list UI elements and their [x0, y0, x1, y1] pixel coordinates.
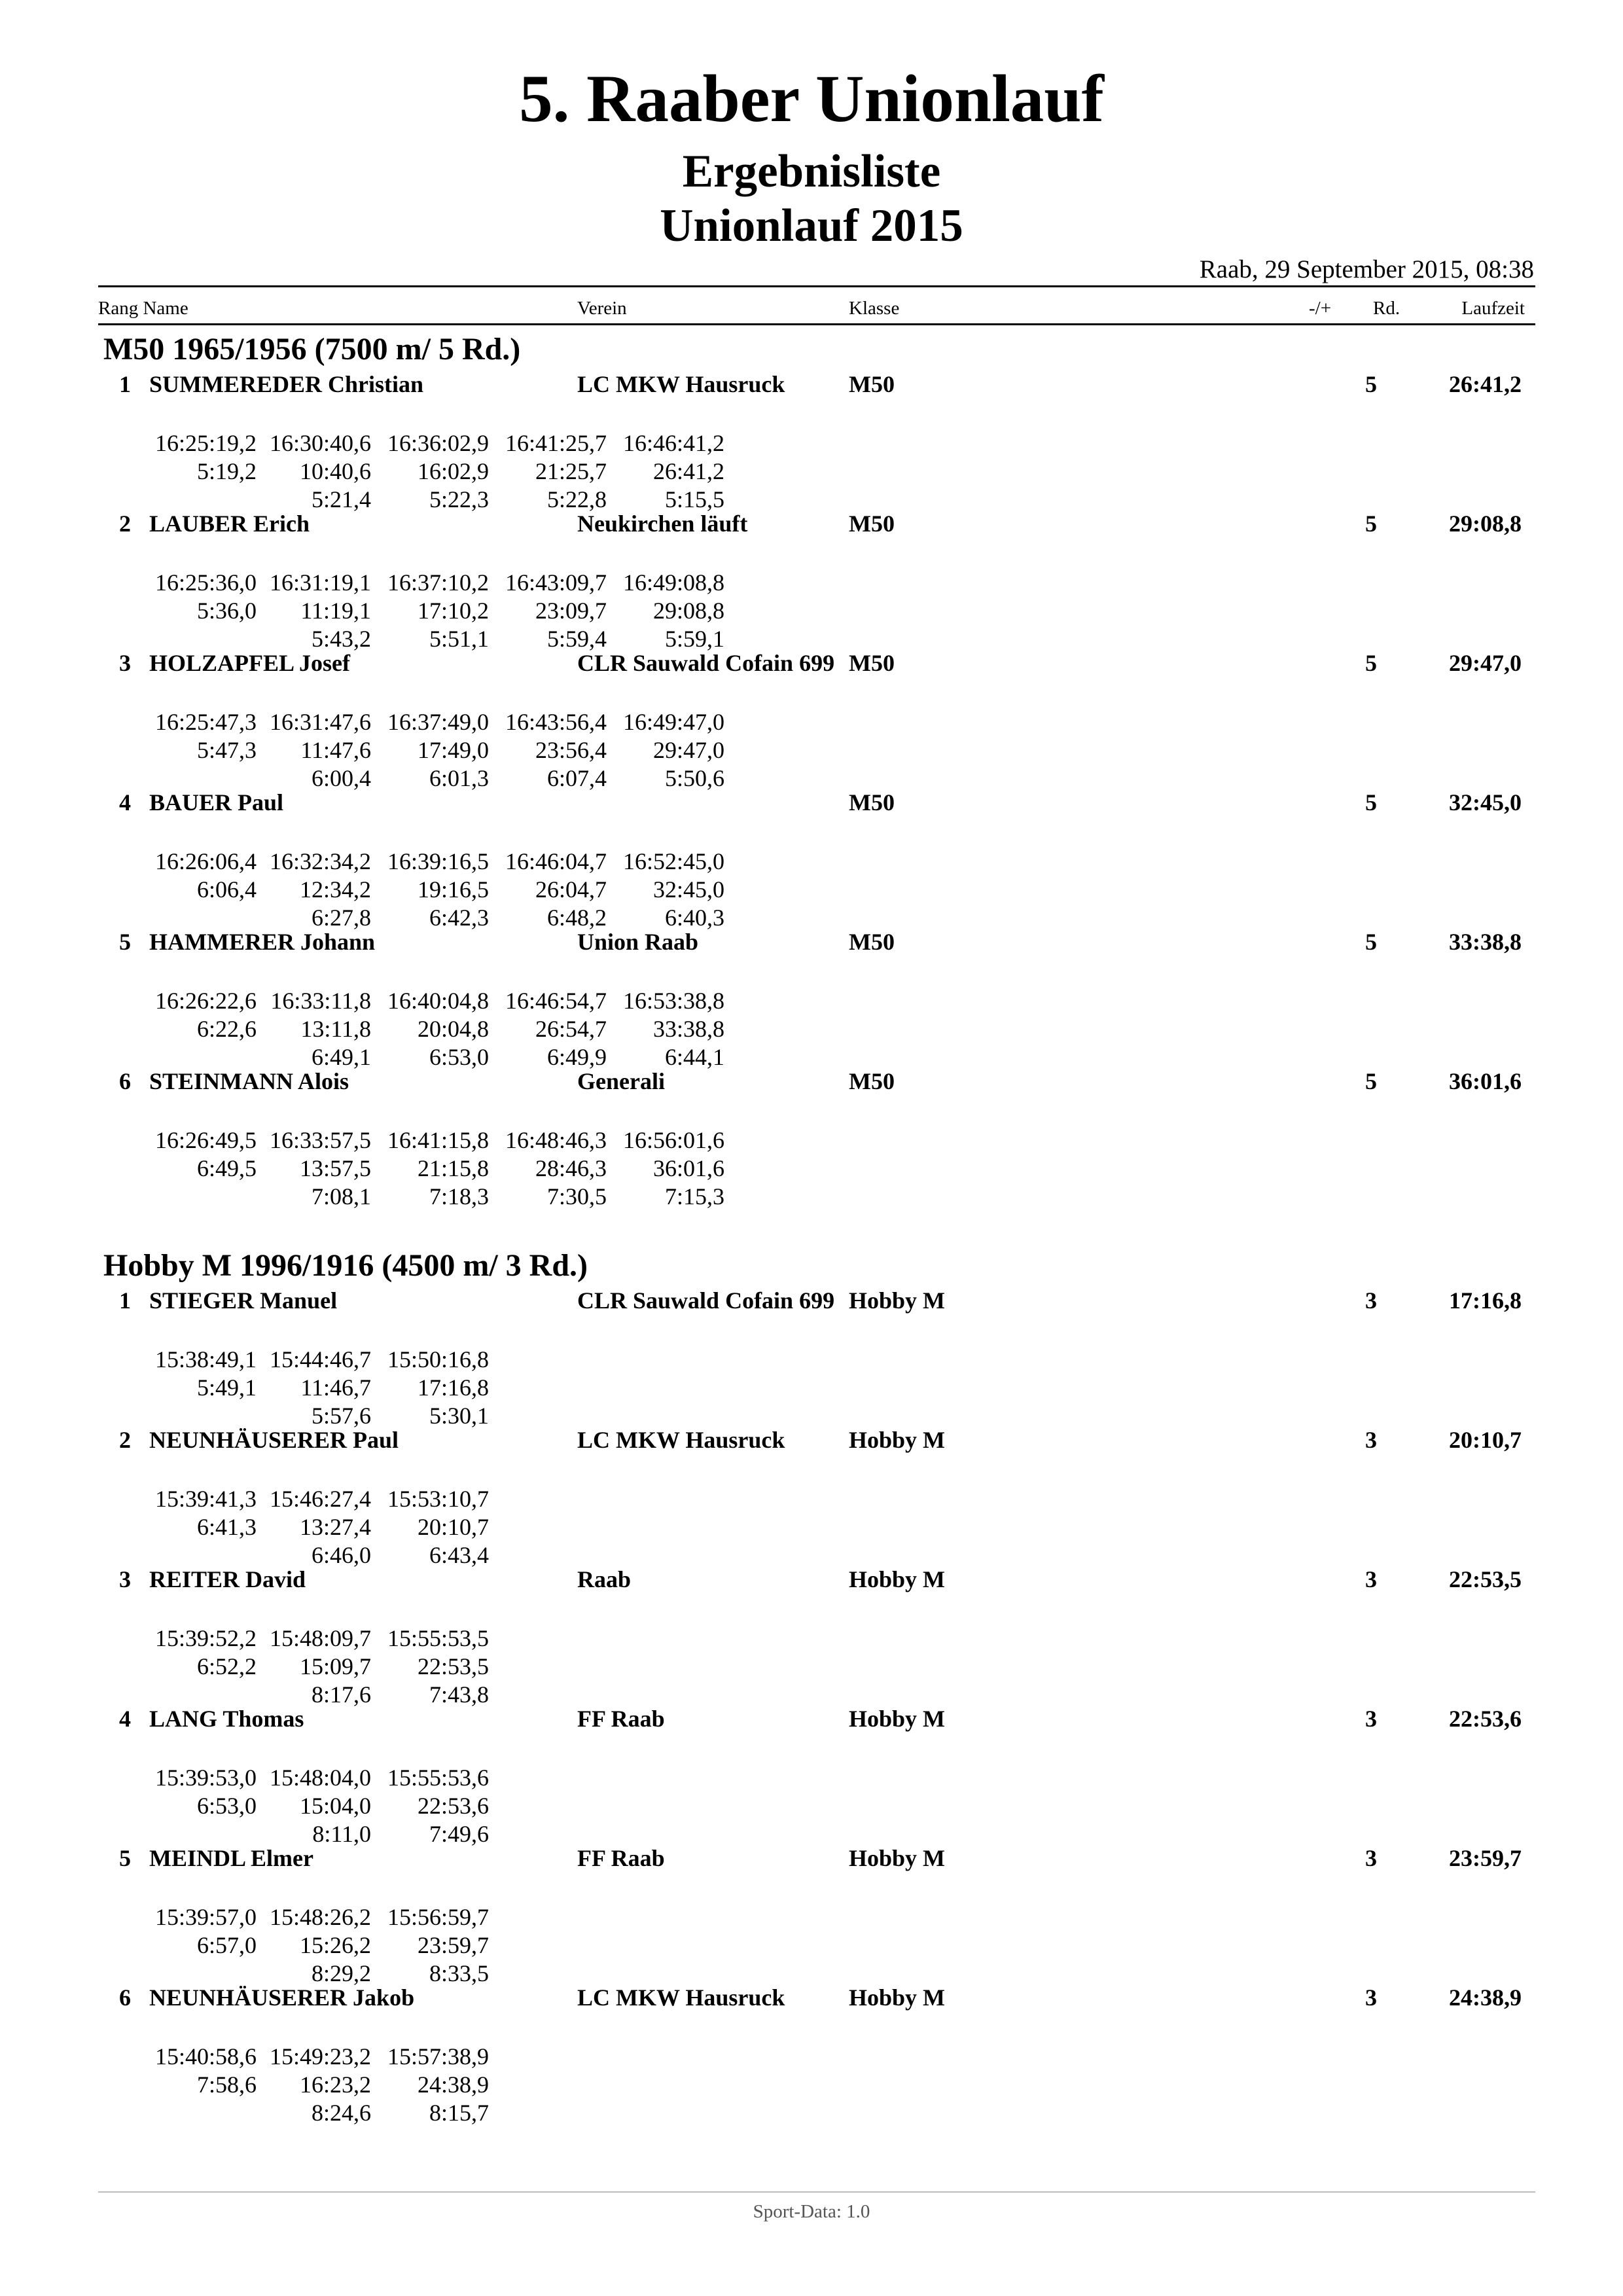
athlete-club: LC MKW Hausruck	[577, 371, 785, 397]
split-cumulative-times	[0, 1792, 1623, 1820]
split-value: 16:49:47,0	[622, 709, 724, 735]
header-bottom-rule	[98, 323, 1535, 325]
split-times	[0, 1346, 1623, 1430]
split-value: 16:25:19,2	[154, 430, 257, 456]
split-value: 5:19,2	[196, 458, 257, 484]
split-value: 16:32:34,2	[269, 848, 371, 874]
athlete-class: M50	[849, 929, 895, 955]
split-lap-times	[0, 2099, 1623, 2127]
finish-time: 29:47,0	[1449, 650, 1522, 676]
page-subtitle: Ergebnisliste	[682, 146, 941, 197]
athlete-name: LAUBER Erich	[149, 511, 310, 537]
lap-count: 3	[1365, 1706, 1377, 1732]
split-value: 7:08,1	[311, 1183, 371, 1210]
athlete-club: CLR Sauwald Cofain 699	[577, 650, 835, 676]
split-value: 15:44:46,7	[269, 1346, 371, 1372]
athlete-name: MEINDL Elmer	[149, 1845, 313, 1871]
split-value: 20:04,8	[417, 1016, 489, 1042]
split-value: 8:24,6	[311, 2100, 371, 2126]
split-value: 16:56:01,6	[622, 1127, 724, 1153]
split-value: 15:39:52,2	[154, 1625, 257, 1651]
split-clock-times	[0, 1485, 1623, 1513]
split-times	[0, 987, 1623, 1071]
split-clock-times	[0, 569, 1623, 597]
split-value: 5:21,4	[311, 486, 371, 512]
split-value: 16:48:46,3	[505, 1127, 607, 1153]
split-value: 6:41,3	[196, 1514, 257, 1540]
split-value: 16:23,2	[299, 2072, 371, 2098]
split-value: 17:16,8	[417, 1374, 489, 1401]
split-value: 8:11,0	[312, 1821, 371, 1847]
athlete-club: Neukirchen läuft	[577, 511, 748, 537]
split-value: 15:39:57,0	[154, 1904, 257, 1930]
split-value: 36:01,6	[652, 1155, 724, 1181]
split-value: 6:40,3	[664, 905, 724, 931]
split-value: 6:22,6	[196, 1016, 257, 1042]
split-value: 16:49:08,8	[622, 569, 724, 596]
split-value: 6:48,2	[546, 905, 607, 931]
date-line: Raab, 29 September 2015, 08:38	[1199, 255, 1534, 283]
split-value: 32:45,0	[652, 876, 724, 903]
athlete-name: NEUNHÄUSERER Jakob	[149, 1984, 415, 2011]
split-value: 15:26,2	[299, 1932, 371, 1958]
athlete-club: CLR Sauwald Cofain 699	[577, 1287, 835, 1314]
athlete-club: Raab	[577, 1566, 632, 1592]
athlete-name: LANG Thomas	[149, 1706, 304, 1732]
split-value: 6:27,8	[311, 905, 371, 931]
split-value: 16:46:04,7	[505, 848, 607, 874]
result-rank: 6	[119, 1068, 131, 1094]
split-value: 16:43:09,7	[505, 569, 607, 596]
result-row	[0, 649, 1623, 677]
athlete-name: HOLZAPFEL Josef	[149, 650, 351, 676]
athlete-class: M50	[849, 511, 895, 537]
split-value: 6:06,4	[196, 876, 257, 903]
split-value: 23:59,7	[417, 1932, 489, 1958]
split-value: 15:09,7	[299, 1653, 371, 1679]
split-value: 16:46:54,7	[505, 988, 607, 1014]
split-cumulative-times	[0, 736, 1623, 764]
split-value: 6:44,1	[664, 1044, 724, 1070]
split-value: 8:33,5	[429, 1960, 489, 1986]
split-clock-times	[0, 708, 1623, 736]
athlete-class: M50	[849, 650, 895, 676]
split-value: 6:49,5	[196, 1155, 257, 1181]
split-value: 5:30,1	[429, 1403, 489, 1429]
split-value: 33:38,8	[652, 1016, 724, 1042]
col-time: Laufzeit	[1461, 298, 1525, 319]
result-rank: 5	[119, 1845, 131, 1871]
split-times	[0, 848, 1623, 932]
finish-time: 20:10,7	[1449, 1427, 1522, 1453]
split-value: 16:52:45,0	[622, 848, 724, 874]
split-value: 15:40:58,6	[154, 2043, 257, 2070]
athlete-class: M50	[849, 789, 895, 816]
split-value: 16:31:47,6	[269, 709, 371, 735]
result-rank: 6	[119, 1984, 131, 2011]
finish-time: 23:59,7	[1449, 1845, 1522, 1871]
finish-time: 26:41,2	[1449, 371, 1522, 397]
result-rank: 3	[119, 1566, 131, 1592]
athlete-club: FF Raab	[577, 1706, 665, 1732]
result-rank: 1	[119, 371, 131, 397]
split-cumulative-times	[0, 2071, 1623, 2099]
lap-count: 5	[1365, 789, 1377, 816]
split-value: 29:47,0	[652, 737, 724, 763]
split-value: 6:57,0	[196, 1932, 257, 1958]
split-value: 17:49,0	[417, 737, 489, 763]
split-value: 15:56:59,7	[387, 1904, 489, 1930]
footer-text: Sport-Data: 1.0	[753, 2201, 870, 2222]
result-rank: 3	[119, 650, 131, 676]
split-value: 29:08,8	[652, 598, 724, 624]
split-value: 15:50:16,8	[387, 1346, 489, 1372]
split-value: 24:38,9	[417, 2072, 489, 2098]
result-row	[0, 509, 1623, 538]
finish-time: 33:38,8	[1449, 929, 1522, 955]
split-value: 16:25:47,3	[154, 709, 257, 735]
split-value: 6:42,3	[429, 905, 489, 931]
split-clock-times	[0, 1903, 1623, 1931]
split-value: 15:39:53,0	[154, 1765, 257, 1791]
split-value: 7:15,3	[664, 1183, 724, 1210]
split-value: 7:30,5	[546, 1183, 607, 1210]
lap-count: 3	[1365, 1984, 1377, 2011]
page-title: 5. Raaber Unionlauf	[519, 62, 1104, 136]
athlete-class: Hobby M	[849, 1566, 946, 1592]
col-class: Klasse	[849, 298, 900, 319]
split-times	[0, 708, 1623, 793]
column-header-row	[0, 294, 1623, 323]
result-row	[0, 1565, 1623, 1594]
split-value: 11:47,6	[300, 737, 371, 763]
split-cumulative-times	[0, 457, 1623, 486]
split-value: 22:53,5	[417, 1653, 489, 1679]
lap-count: 5	[1365, 650, 1377, 676]
result-row	[0, 1983, 1623, 2012]
split-value: 26:04,7	[535, 876, 607, 903]
split-value: 15:46:27,4	[269, 1486, 371, 1512]
split-value: 16:41:25,7	[505, 430, 607, 456]
split-value: 16:46:41,2	[622, 430, 724, 456]
split-cumulative-times	[0, 1155, 1623, 1183]
split-clock-times	[0, 1764, 1623, 1792]
athlete-club: Union Raab	[577, 929, 699, 955]
split-value: 16:33:11,8	[270, 988, 371, 1014]
result-row	[0, 788, 1623, 817]
split-value: 16:31:19,1	[269, 569, 371, 596]
col-laps: Rd.	[1373, 298, 1400, 319]
result-rank: 5	[119, 929, 131, 955]
result-row	[0, 1704, 1623, 1733]
split-value: 16:25:36,0	[154, 569, 257, 596]
split-value: 16:26:22,6	[154, 988, 257, 1014]
finish-time: 17:16,8	[1449, 1287, 1522, 1314]
split-cumulative-times	[0, 1653, 1623, 1681]
lap-count: 3	[1365, 1427, 1377, 1453]
finish-time: 24:38,9	[1449, 1984, 1522, 2011]
split-value: 26:41,2	[652, 458, 724, 484]
split-value: 8:29,2	[311, 1960, 371, 1986]
split-value: 16:33:57,5	[269, 1127, 371, 1153]
split-value: 23:56,4	[535, 737, 607, 763]
category-title: Hobby M 1996/1916 (4500 m/ 3 Rd.)	[103, 1248, 588, 1283]
split-value: 16:37:10,2	[387, 569, 489, 596]
result-row	[0, 1067, 1623, 1096]
split-value: 15:48:09,7	[269, 1625, 371, 1651]
split-value: 5:22,8	[546, 486, 607, 512]
athlete-class: Hobby M	[849, 1706, 946, 1732]
result-row	[0, 370, 1623, 399]
lap-count: 3	[1365, 1845, 1377, 1871]
finish-time: 32:45,0	[1449, 789, 1522, 816]
result-rank: 1	[119, 1287, 131, 1314]
split-clock-times	[0, 1126, 1623, 1155]
lap-count: 5	[1365, 1068, 1377, 1094]
split-value: 15:53:10,7	[387, 1486, 489, 1512]
split-value: 16:39:16,5	[387, 848, 489, 874]
split-value: 15:04,0	[299, 1793, 371, 1819]
result-row	[0, 1426, 1623, 1454]
split-value: 16:36:02,9	[387, 430, 489, 456]
split-times	[0, 1903, 1623, 1988]
athlete-name: SUMMEREDER Christian	[149, 371, 424, 397]
split-times	[0, 1764, 1623, 1848]
athlete-club: LC MKW Hausruck	[577, 1427, 785, 1453]
split-value: 22:53,6	[417, 1793, 489, 1819]
split-value: 21:15,8	[417, 1155, 489, 1181]
athlete-name: REITER David	[149, 1566, 306, 1592]
split-value: 15:38:49,1	[154, 1346, 257, 1372]
split-value: 5:47,3	[196, 737, 257, 763]
result-rank: 4	[119, 789, 131, 816]
split-value: 15:48:26,2	[269, 1904, 371, 1930]
split-value: 15:39:41,3	[154, 1486, 257, 1512]
split-value: 13:27,4	[299, 1514, 371, 1540]
split-value: 16:41:15,8	[387, 1127, 489, 1153]
athlete-name: HAMMERER Johann	[149, 929, 376, 955]
split-value: 8:15,7	[429, 2100, 489, 2126]
split-value: 20:10,7	[417, 1514, 489, 1540]
split-value: 26:54,7	[535, 1016, 607, 1042]
athlete-name: STEINMANN Alois	[149, 1068, 349, 1094]
lap-count: 5	[1365, 371, 1377, 397]
split-value: 11:19,1	[300, 598, 371, 624]
athlete-class: M50	[849, 1068, 895, 1094]
split-value: 5:43,2	[311, 626, 371, 652]
result-rank: 2	[119, 511, 131, 537]
split-value: 16:30:40,6	[269, 430, 371, 456]
split-times	[0, 1624, 1623, 1709]
athlete-name: STIEGER Manuel	[149, 1287, 338, 1314]
athlete-name: NEUNHÄUSERER Paul	[149, 1427, 399, 1453]
split-cumulative-times	[0, 1015, 1623, 1043]
split-value: 6:53,0	[196, 1793, 257, 1819]
finish-time: 22:53,5	[1449, 1566, 1522, 1592]
split-value: 16:37:49,0	[387, 709, 489, 735]
split-value: 5:51,1	[429, 626, 489, 652]
split-value: 6:01,3	[429, 765, 489, 791]
athlete-class: M50	[849, 371, 895, 397]
split-times	[0, 1126, 1623, 1211]
finish-time: 29:08,8	[1449, 511, 1522, 537]
split-value: 6:49,9	[546, 1044, 607, 1070]
split-value: 16:53:38,8	[622, 988, 724, 1014]
split-value: 16:40:04,8	[387, 988, 489, 1014]
split-value: 16:02,9	[417, 458, 489, 484]
split-cumulative-times	[0, 876, 1623, 904]
athlete-name: BAUER Paul	[149, 789, 284, 816]
split-times	[0, 1485, 1623, 1570]
split-clock-times	[0, 429, 1623, 457]
split-value: 6:46,0	[311, 1542, 371, 1568]
split-clock-times	[0, 1624, 1623, 1653]
split-value: 5:15,5	[664, 486, 724, 512]
result-row	[0, 1844, 1623, 1873]
result-rank: 2	[119, 1427, 131, 1453]
split-clock-times	[0, 987, 1623, 1015]
split-value: 11:46,7	[300, 1374, 371, 1401]
athlete-club: LC MKW Hausruck	[577, 1984, 785, 2011]
split-value: 13:11,8	[300, 1016, 371, 1042]
result-row	[0, 927, 1623, 956]
split-clock-times	[0, 848, 1623, 876]
split-value: 5:59,4	[546, 626, 607, 652]
split-times	[0, 429, 1623, 514]
athlete-class: Hobby M	[849, 1287, 946, 1314]
category-title: M50 1965/1956 (7500 m/ 5 Rd.)	[103, 332, 521, 367]
split-value: 28:46,3	[535, 1155, 607, 1181]
col-club: Verein	[577, 298, 627, 319]
finish-time: 22:53,6	[1449, 1706, 1522, 1732]
athlete-class: Hobby M	[849, 1984, 946, 2011]
split-value: 6:52,2	[196, 1653, 257, 1679]
athlete-club: Generali	[577, 1068, 665, 1094]
split-cumulative-times	[0, 1513, 1623, 1541]
split-value: 5:22,3	[429, 486, 489, 512]
split-times	[0, 569, 1623, 653]
finish-time: 36:01,6	[1449, 1068, 1522, 1094]
split-value: 23:09,7	[535, 598, 607, 624]
split-value: 15:49:23,2	[269, 2043, 371, 2070]
split-value: 15:48:04,0	[269, 1765, 371, 1791]
split-lap-times	[0, 1183, 1623, 1211]
split-value: 15:55:53,5	[387, 1625, 489, 1651]
split-value: 16:26:06,4	[154, 848, 257, 874]
split-value: 5:59,1	[664, 626, 724, 652]
footer-rule	[98, 2191, 1535, 2193]
result-rank: 4	[119, 1706, 131, 1732]
split-value: 7:58,6	[196, 2072, 257, 2098]
split-cumulative-times	[0, 597, 1623, 625]
split-value: 16:43:56,4	[505, 709, 607, 735]
split-value: 21:25,7	[535, 458, 607, 484]
split-clock-times	[0, 2043, 1623, 2071]
col-rank-name: Rang Name	[98, 298, 188, 319]
split-value: 5:36,0	[196, 598, 257, 624]
split-value: 5:50,6	[664, 765, 724, 791]
event-name: Unionlauf 2015	[660, 200, 963, 251]
split-cumulative-times	[0, 1931, 1623, 1960]
split-value: 17:10,2	[417, 598, 489, 624]
split-value: 6:07,4	[546, 765, 607, 791]
split-value: 6:49,1	[311, 1044, 371, 1070]
col-plusminus: -/+	[1309, 298, 1332, 319]
split-value: 6:43,4	[429, 1542, 489, 1568]
athlete-class: Hobby M	[849, 1427, 946, 1453]
athlete-club: FF Raab	[577, 1845, 665, 1871]
split-value: 7:43,8	[429, 1681, 489, 1708]
header-top-rule	[98, 285, 1535, 287]
split-value: 10:40,6	[299, 458, 371, 484]
split-cumulative-times	[0, 1374, 1623, 1402]
split-value: 6:00,4	[311, 765, 371, 791]
split-value: 7:18,3	[429, 1183, 489, 1210]
result-row	[0, 1286, 1623, 1315]
lap-count: 3	[1365, 1287, 1377, 1314]
split-value: 5:49,1	[196, 1374, 257, 1401]
lap-count: 3	[1365, 1566, 1377, 1592]
split-value: 6:53,0	[429, 1044, 489, 1070]
split-value: 15:55:53,6	[387, 1765, 489, 1791]
split-value: 12:34,2	[299, 876, 371, 903]
split-value: 5:57,6	[311, 1403, 371, 1429]
split-value: 16:26:49,5	[154, 1127, 257, 1153]
lap-count: 5	[1365, 511, 1377, 537]
split-value: 8:17,6	[311, 1681, 371, 1708]
split-clock-times	[0, 1346, 1623, 1374]
split-value: 15:57:38,9	[387, 2043, 489, 2070]
split-value: 19:16,5	[417, 876, 489, 903]
split-times	[0, 2043, 1623, 2127]
split-value: 13:57,5	[299, 1155, 371, 1181]
split-value: 7:49,6	[429, 1821, 489, 1847]
lap-count: 5	[1365, 929, 1377, 955]
athlete-class: Hobby M	[849, 1845, 946, 1871]
